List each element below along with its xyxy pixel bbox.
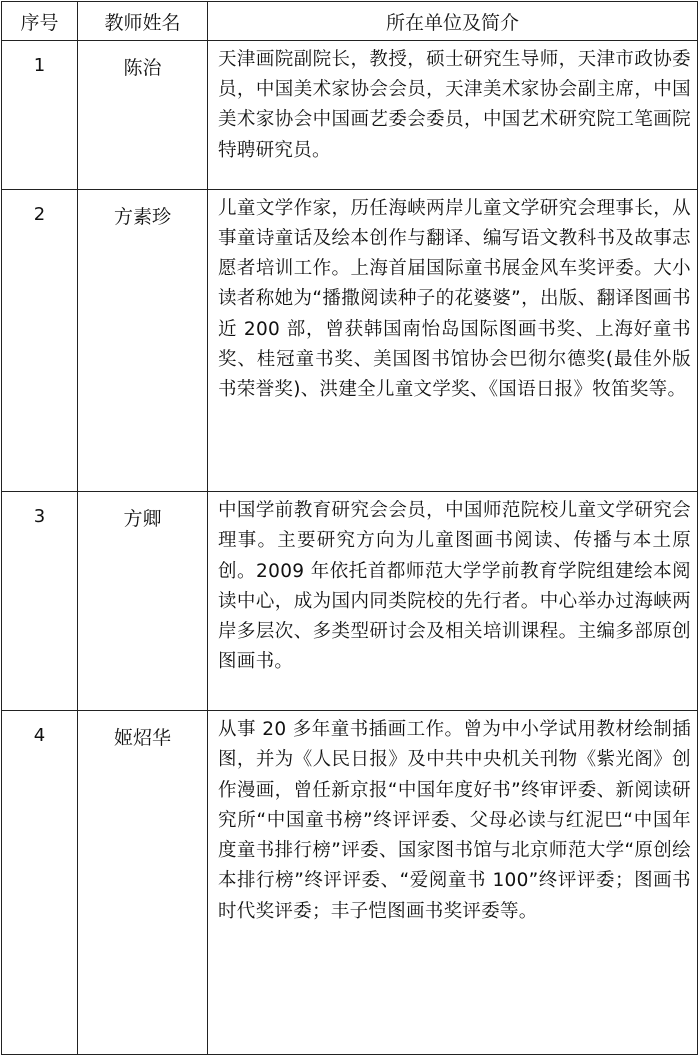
header-teacher-name: 教师姓名 [78,2,208,41]
teacher-name: 陈治 [78,41,208,190]
header-unit-and-intro: 所在单位及简介 [208,2,698,41]
table-row [2,492,698,711]
row-number: 2 [2,189,78,491]
teacher-name: 姬炤华 [78,711,208,1055]
teacher-description: 中国学前教育研究会会员，中国师范院校儿童文学研究会理事。主要研究方向为儿童图画书阅读、传播与本土原创。2009 年依托首都师范大学学前教育学院组建绘本阅读中心，成为国内同类院校的先行者。中心举办过海峡两岸多层次、多类型研讨会及相关培训课程。主编多部原创图画书。 [208,492,698,711]
header-number: 序号 [2,2,78,41]
row-number: 1 [2,41,78,190]
row-number: 4 [2,711,78,1055]
teacher-name: 方素珍 [78,189,208,491]
teacher-description: 天津画院副院长，教授，硕士研究生导师，天津市政协委员，中国美术家协会会员，天津美术家协会副主席，中国美术家协会中国画艺委会委员，中国艺术研究院工笔画院特聘研究员。 [208,41,698,190]
table-row [2,711,698,1055]
table-header-row [2,2,698,41]
teacher-description: 儿童文学作家，历任海峡两岸儿童文学研究会理事长，从事童诗童话及绘本创作与翻译、编写语文教科书及故事志愿者培训工作。上海首届国际童书展金风车奖评委。大小读者称她为“播撒阅读种子的花婆婆”，出版、翻译图画书近 200 部，曾获韩国南怡岛国际图画书奖、上海好童书奖、桂冠童书奖、美国图书馆协会巴彻尔德奖(最佳外版书荣誉奖)、洪建全儿童文学奖、《国语日报》牧笛奖等。 [208,189,698,491]
table-row [2,189,698,491]
teacher-table [1,1,698,1055]
teacher-description: 从事 20 多年童书插画工作。曾为中小学试用教材绘制插图，并为《人民日报》及中共中央机关刊物《紫光阁》创作漫画，曾任新京报“中国年度好书”终审评委、新阅读研究所“中国童书榜”终评评委、父母必读与红泥巴“中国年度童书排行榜”评委、国家图书馆与北京师范大学“原创绘本排行榜”终评评委、“爱阅童书 100”终评评委；图画书时代奖评委；丰子恺图画书奖评委等。 [208,711,698,1055]
table-row [2,41,698,190]
teacher-name: 方卿 [78,492,208,711]
row-number: 3 [2,492,78,711]
